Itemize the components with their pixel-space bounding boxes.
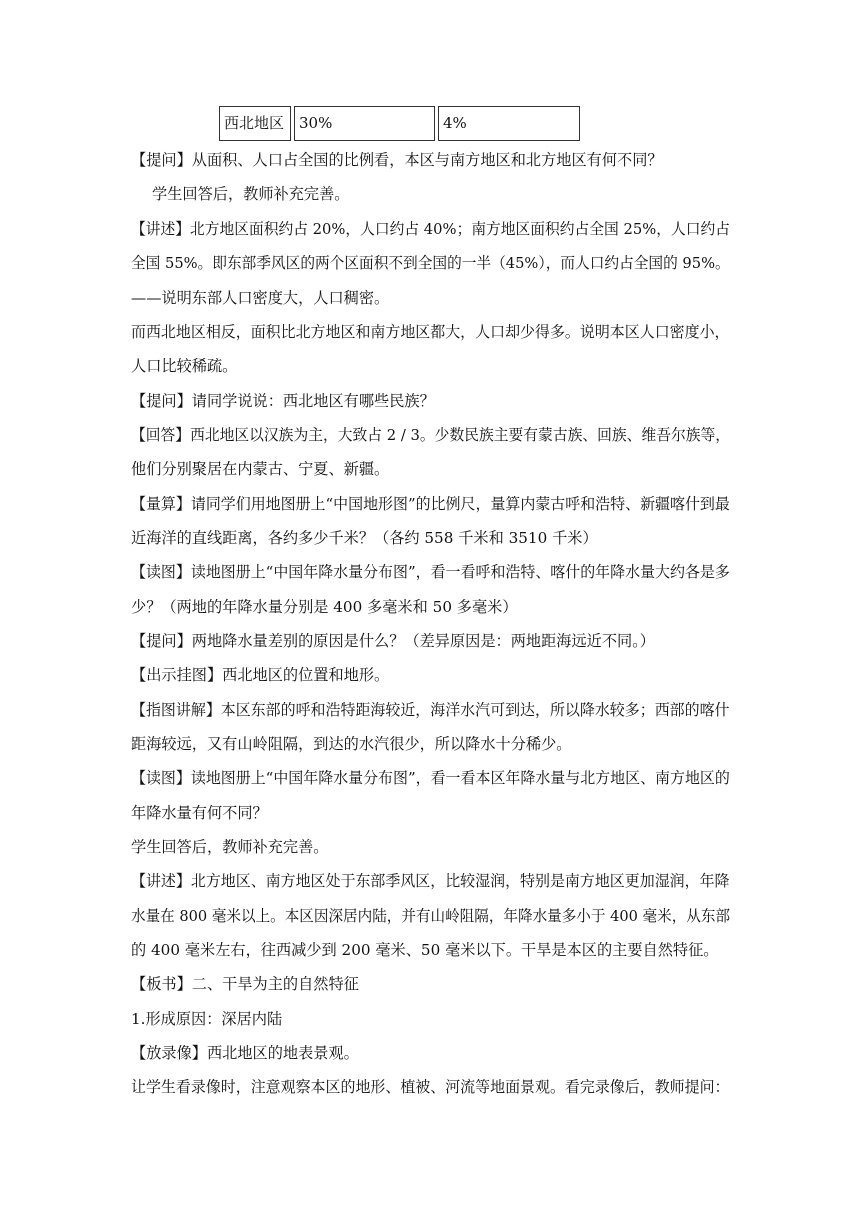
paragraph-line: 学生回答后，教师补充完善。 (152, 185, 350, 203)
paragraph-line: ——说明东部人口密度大，人口稠密。 (131, 289, 390, 307)
paragraph-line: 让学生看录像时，注意观察本区的地形、植被、河流等地面景观。看完录像后，教师提问： (131, 1078, 730, 1096)
paragraph-line: 【提问】两地降水量差别的原因是什么？（差异原因是：两地距海远近不同。） (131, 632, 655, 650)
paragraph-line: 而西北地区相反，面积比北方地区和南方地区都大，人口却少得多。说明本区人口密度小， (131, 323, 730, 341)
table-row (219, 106, 580, 141)
paragraph-line: 全国 55%。即东部季风区的两个区面积不到全国的一半（45%），而人口约占全国的 95%。 (131, 254, 730, 272)
paragraph-line: 【回答】西北地区以汉族为主，大致占 2 / 3。少数民族主要有蒙古族、回族、维吾尔族等， (131, 426, 731, 444)
paragraph-line: 【讲述】北方地区面积约占 20%，人口约占 40%；南方地区面积约占全国 25%，人口约占 (131, 220, 730, 238)
paragraph-line: 【提问】请同学说说：西北地区有哪些民族？ (131, 392, 435, 410)
paragraph-line: 人口比较稀疏。 (131, 357, 238, 375)
paragraph-line: 【读图】读地图册上“中国年降水量分布图”，看一看呼和浩特、喀什的年降水量大约各是多 (131, 563, 730, 581)
paragraph-line: 【板书】二、干旱为主的自然特征 (131, 975, 359, 993)
paragraph-line: 少？（两地的年降水量分别是 400 多毫米和 50 多毫米） (131, 598, 518, 616)
paragraph-line: 的 400 毫米左右，往西减少到 200 毫米、50 毫米以下。干旱是本区的主要自然特征。 (131, 941, 719, 959)
paragraph-line: 【读图】读地图册上“中国年降水量分布图”，看一看本区年降水量与北方地区、南方地区的 (131, 769, 730, 787)
table-cell-area-share: 30% (294, 106, 435, 141)
paragraph-line: 学生回答后，教师补充完善。 (131, 838, 329, 856)
paragraph-line: 距海较远，又有山岭阻隔，到达的水汽很少，所以降水十分稀少。 (131, 735, 572, 753)
paragraph-line: 【出示挂图】西北地区的位置和地形。 (131, 666, 390, 684)
table-cell-population-share: 4% (438, 106, 580, 141)
table-cell-region: 西北地区 (219, 106, 291, 141)
paragraph-line: 水量在 800 毫米以上。本区因深居内陆，并有山岭阻隔，年降水量多小于 400 毫米，从东部 (131, 907, 731, 925)
paragraph-line: 【提问】从面积、人口占全国的比例看，本区与南方地区和北方地区有何不同？ (131, 151, 663, 169)
paragraph-line: 【量算】请同学们用地图册上“中国地形图”的比例尺，量算内蒙古呼和浩特、新疆喀什到最 (131, 495, 730, 513)
paragraph-line: 他们分别聚居在内蒙古、宁夏、新疆。 (131, 460, 390, 478)
paragraph-line: 1.形成原因：深居内陆 (131, 1010, 283, 1028)
paragraph-line: 年降水量有何不同？ (131, 804, 268, 822)
paragraph-line: 近海洋的直线距离，各约多少千米？（各约 558 千米和 3510 千米） (131, 529, 598, 547)
paragraph-line: 【指图讲解】本区东部的呼和浩特距海较近，海洋水汽可到达，所以降水较多；西部的喀什 (131, 701, 730, 719)
paragraph-line: 【讲述】北方地区、南方地区处于东部季风区，比较湿润，特别是南方地区更加湿润，年降 (131, 872, 730, 890)
paragraph-line: 【放录像】西北地区的地表景观。 (131, 1044, 359, 1062)
